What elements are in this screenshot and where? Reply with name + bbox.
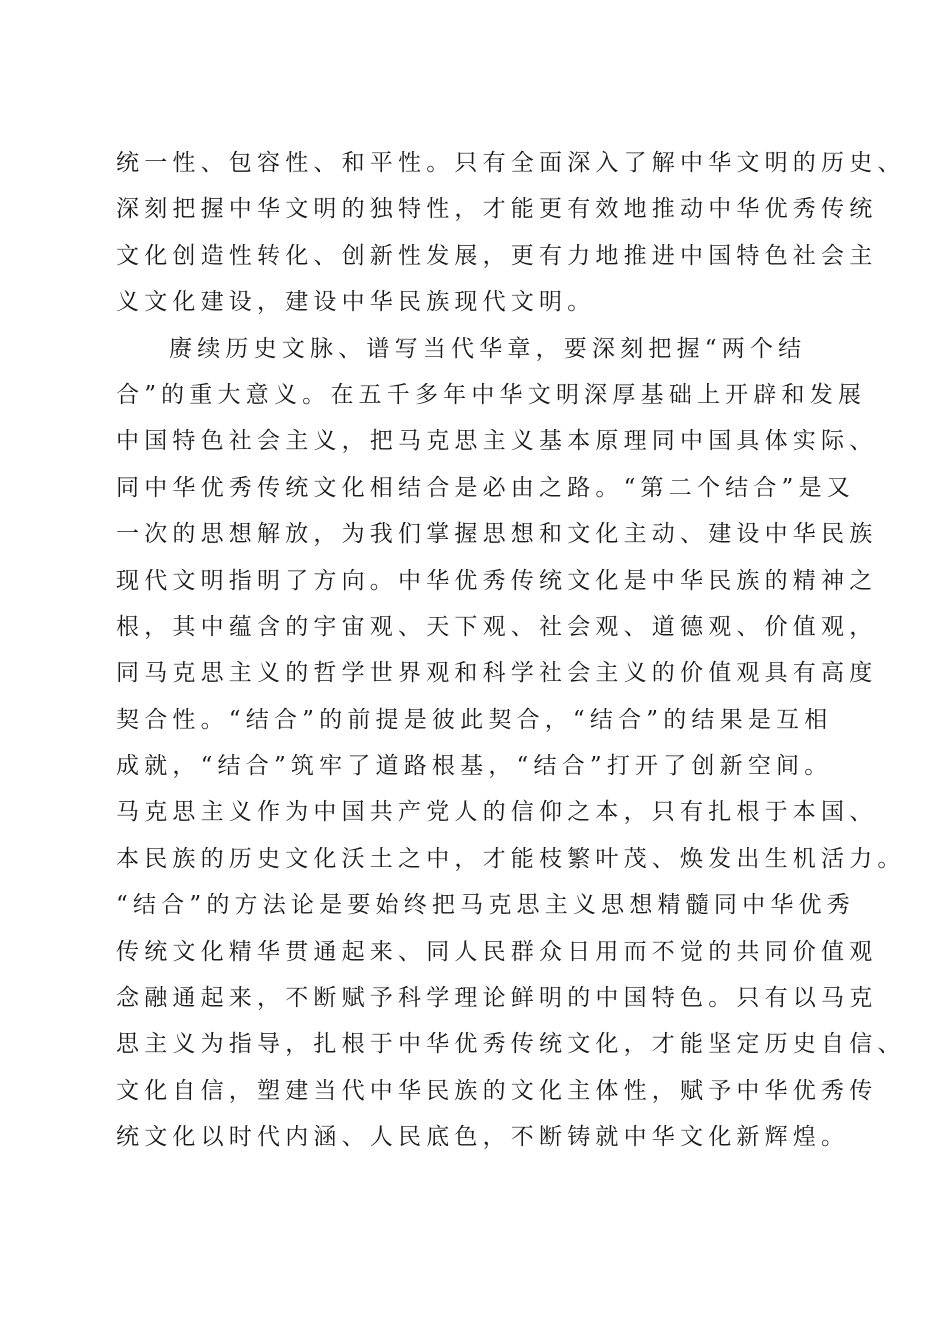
text-line: 传统文化精华贯通起来、同人民群众日用而不觉的共同价值观 [116,938,878,965]
text-line: 统一性、包容性、和平性。只有全面深入了解中华文明的历史、 [116,150,906,176]
text-line: 义文化建设，建设中华民族现代文明。 [116,289,596,316]
text-line: 合”的重大意义。在五千多年中华文明深厚基础上开辟和发展 [116,381,867,408]
text-line: 成就，“结合”筑牢了道路根基，“结合”打开了创新空间。 [116,753,833,780]
text-line: 根，其中蕴含的宇宙观、天下观、社会观、道德观、价值观， [116,613,878,640]
text-line: 统文化以时代内涵、人民底色，不断铸就中华文化新辉煌。 [116,1124,850,1151]
paragraph-1 [116,140,906,326]
text-line: 马克思主义作为中国共产党人的信仰之本，只有扎根于本国、 [116,799,878,826]
text-line: 思主义为指导，扎根于中华优秀传统文化，才能坚定历史自信、 [116,1031,906,1058]
text-line: 同中华优秀传统文化相结合是必由之路。“第二个结合”是又 [116,474,855,501]
text-line: “结合”的方法论是要始终把马克思主义思想精髓同中华优秀 [116,892,855,919]
text-line: 中国特色社会主义，把马克思主义基本原理同中国具体实际、 [116,428,878,455]
body-text [116,140,906,1161]
text-line: 契合性。“结合”的前提是彼此契合，“结合”的结果是互相 [116,706,833,733]
paragraph-2 [116,326,906,1161]
text-line: 念融通起来，不断赋予科学理论鲜明的中国特色。只有以马克 [116,985,878,1012]
text-line: 赓续历史文脉、谱写当代华章，要深刻把握“两个结 [169,335,807,362]
text-line: 同马克思主义的哲学世界观和科学社会主义的价值观具有高度 [116,660,878,687]
text-line: 文化创造性转化、创新性发展，更有力地推进中国特色社会主 [116,242,878,269]
text-line: 深刻把握中华文明的独特性，才能更有效地推动中华优秀传统 [116,196,878,223]
text-line: 一次的思想解放，为我们掌握思想和文化主动、建设中华民族 [116,521,878,548]
text-line: 文化自信，塑建当代中华民族的文化主体性，赋予中华优秀传 [116,1077,878,1104]
text-line: 现代文明指明了方向。中华优秀传统文化是中华民族的精神之 [116,567,878,594]
text-line: 本民族的历史文化沃土之中，才能枝繁叶茂、焕发出生机活力。 [116,845,906,872]
